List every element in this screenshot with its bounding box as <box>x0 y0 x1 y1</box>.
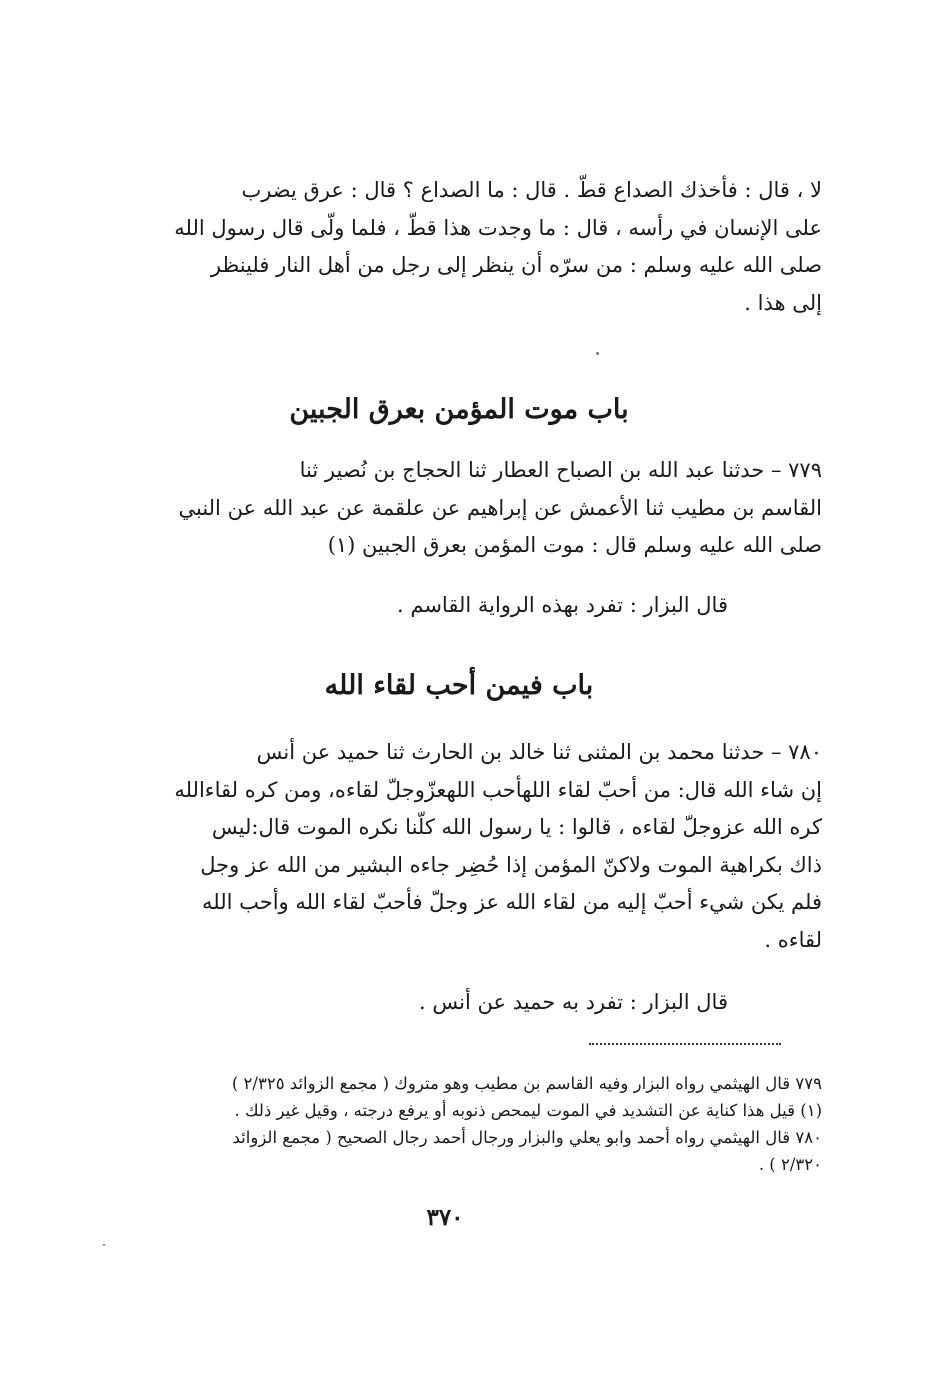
text-line: لا ، قال : فأخذك الصداع قطّ . قال : ما الصداع ؟ قال : عرق يضرب <box>241 178 822 202</box>
footnote-line: ٧٨٠ قال الهيثمي رواه أحمد وابو يعلي والبزار ورجال أحمد رجال الصحيح ( مجمع الزوائد <box>232 1128 822 1147</box>
text-line: صلى الله عليه وسلم : من سرّه أن ينظر إلى رجل من أهل النار فلينظر <box>210 253 822 277</box>
hadith-paragraph <box>96 734 822 959</box>
footnote-line: (١) قيل هذا كناية عن التشديد في الموت ليمحص ذنوبه أو يرفع درجته ، وقيل غير ذلك . <box>234 1101 822 1120</box>
text-line: ٧٧٩ – حدثنا عبد الله بن الصباح العطار ثنا الحجاج بن نُصير ثنا <box>299 458 822 482</box>
text-line: لقاءه . <box>764 927 822 952</box>
footnotes <box>96 1070 822 1178</box>
text-line: القاسم بن مطيب ثنا الأعمش عن إبراهيم عن علقمة عن عبد الله عن النبي <box>178 495 822 520</box>
paper-speck <box>103 1244 105 1246</box>
text-line: فلم يكن شيء أحبّ إليه من لقاء الله عز وجلّ فأحبّ لقاء الله وأحب الله <box>201 890 822 914</box>
footnote-separator <box>589 1043 781 1045</box>
narrator-note: قال البزار : تفرد بهذه الرواية القاسم . <box>397 593 728 617</box>
intro-paragraph <box>96 172 822 322</box>
page-number: ٣٧٠ <box>426 1204 464 1231</box>
section-heading: باب موت المؤمن بعرق الجبين <box>289 394 629 425</box>
section-heading: باب فيمن أحب لقاء الله <box>324 670 594 701</box>
text-line: ذاك بكراهية الموت ولاكنّ المؤمن إذا حُضِر جاءه البشير من الله عز وجل <box>200 852 822 877</box>
text-line: إلى هذا . <box>744 290 822 315</box>
text-line: إن شاء الله قال: من أحبّ لقاء اللهأحب اللهعزّوجلّ لقاءه، ومن كره لقاءالله <box>174 777 822 802</box>
text-line: ٧٨٠ – حدثنا محمد بن المثنى ثنا خالد بن الحارث ثنا حميد عن أنس <box>256 740 822 764</box>
hadith-paragraph <box>96 452 822 565</box>
text-line: صلى الله عليه وسلم قال : موت المؤمن بعرق الجبين (١) <box>327 533 822 557</box>
footnote-line: ٢/٣٢٠ ) . <box>758 1155 822 1174</box>
paper-speck <box>596 352 599 355</box>
text-line: على الإنسان في رأسه ، قال : ما وجدت هذا قطّ ، فلما ولّى قال رسول الله <box>174 215 822 240</box>
narrator-note: قال البزار : تفرد به حميد عن أنس . <box>419 990 728 1014</box>
footnote-line: ٧٧٩ قال الهيثمي رواه البزار وفيه القاسم بن مطيب وهو متروك ( مجمع الزوائد ٢/٣٢٥ ) <box>231 1074 822 1093</box>
text-line: كره الله عزوجلّ لقاءه ، قالوا : يا رسول الله كلّنا نكره الموت قال:ليس <box>211 815 822 839</box>
